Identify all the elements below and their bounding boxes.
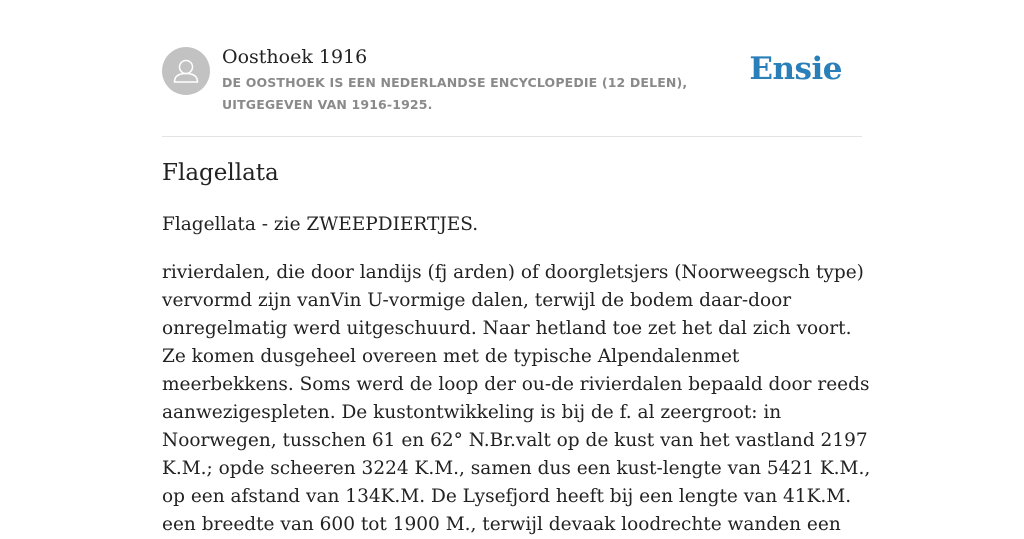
source-header bbox=[162, 0, 862, 137]
article-title: Flagellata bbox=[162, 160, 279, 186]
brand-logo[interactable]: Ensie bbox=[749, 51, 842, 87]
user-silhouette-icon bbox=[162, 47, 210, 95]
article-lead: Flagellata - zie ZWEEPDIERTJES. bbox=[162, 214, 479, 235]
source-title[interactable]: Oosthoek 1916 bbox=[222, 46, 368, 68]
avatar[interactable] bbox=[162, 47, 210, 95]
source-description: DE OOSTHOEK IS EEN NEDERLANDSE ENCYCLOPEDIE (12 DELEN), UITGEGEVEN VAN 1916-1925. bbox=[222, 75, 688, 112]
page-container bbox=[162, 0, 871, 535]
article-body: rivierdalen, die door landijs (fj arden) of doorgletsjers (Noorweegsch type) vervormd zijn vanVin U-vormige dalen, terwijl de bodem daar-door onregelmatig werd uitgeschuurd. Naar hetland toe zet het dal zich voort. Ze komen dusgeheel overeen met de typische Alpendalenmet meerbekkens. Soms werd de loop der ou-de rivierdalen bepaald door reeds aanwezigespleten. De kustontwikkeling is bij de f. al zeergroot: in Noorwegen, tusschen 61 en 62° N.Br.valt op de kust van het vastland 2197 K.M.; opde scheeren 3224 K.M., samen dus een kust-lengte van 5421 K.M., op een afstand van 134K.M. De Lysefjord heeft bij een lengte van 41K.M. een breedte van 600 tot 1900 M., terwijl devaak loodrechte wanden een bbox=[162, 262, 871, 535]
